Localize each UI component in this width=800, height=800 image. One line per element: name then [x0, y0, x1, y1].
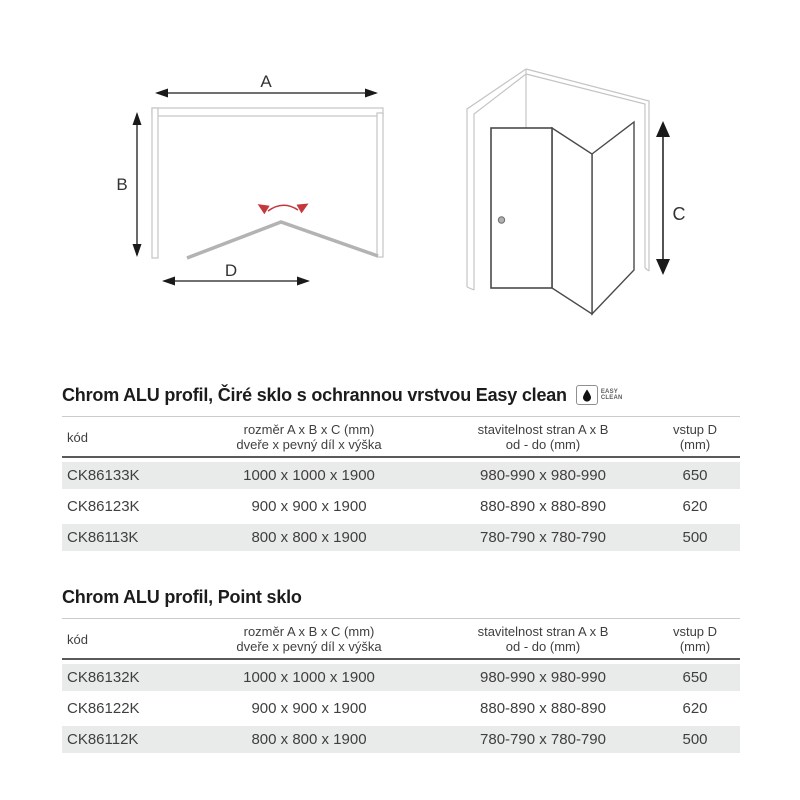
- product-section-point: [62, 586, 740, 757]
- dimension-arrow-c: [656, 121, 686, 275]
- table-row: [62, 462, 740, 489]
- cell-entry: 500: [682, 529, 708, 546]
- table-row: [62, 726, 740, 753]
- cell-adjustability: 880-890 x 880-890: [480, 498, 606, 515]
- column-header-kod: kód: [67, 429, 88, 445]
- cell-code: CK86123K: [67, 498, 140, 515]
- cell-code: CK86133K: [67, 467, 140, 484]
- water-drop-icon: [582, 389, 592, 402]
- dimension-arrow-d: [162, 261, 310, 286]
- divider: [62, 658, 740, 660]
- cell-size: 900 x 900 x 1900: [251, 498, 367, 515]
- cell-entry: 650: [682, 669, 708, 686]
- cell-code: CK86112K: [67, 731, 139, 748]
- wall-left: [152, 108, 158, 258]
- cell-entry: 500: [682, 731, 708, 748]
- cell-size: 1000 x 1000 x 1900: [243, 669, 375, 686]
- column-header-rozmer: rozměr A x B x C (mm) dveře x pevný díl x výška: [236, 422, 382, 452]
- cell-size: 800 x 800 x 1900: [251, 529, 367, 546]
- cell-adjustability: 980-990 x 980-990: [480, 467, 606, 484]
- badge-text-line2: CLEAN: [600, 395, 623, 401]
- cell-size: 900 x 900 x 1900: [251, 700, 367, 717]
- column-header-vstup: vstup D (mm): [672, 624, 718, 654]
- label-d: D: [224, 261, 238, 280]
- easy-clean-badge: [576, 385, 623, 405]
- dimension-arrow-a: [155, 72, 378, 98]
- wall-top: [152, 108, 383, 116]
- cell-code: CK86132K: [67, 669, 140, 686]
- top-view-diagram: [90, 50, 400, 300]
- cell-code: CK86113K: [67, 529, 139, 546]
- column-header-stavitelnost: stavitelnost stran A x B od - do (mm): [477, 422, 609, 452]
- label-b: B: [116, 175, 128, 194]
- fold-direction-arrow: [255, 199, 311, 214]
- cell-size: 800 x 800 x 1900: [251, 731, 367, 748]
- column-header-stavitelnost: stavitelnost stran A x B od - do (mm): [477, 624, 609, 654]
- column-header-rozmer: rozměr A x B x C (mm) dveře x pevný díl x výška: [236, 624, 382, 654]
- table-row: [62, 695, 740, 722]
- table-row: [62, 493, 740, 520]
- cell-adjustability: 780-790 x 780-790: [480, 529, 606, 546]
- label-a: A: [260, 72, 272, 91]
- three-d-view-diagram: [440, 38, 760, 330]
- cell-adjustability: 780-790 x 780-790: [480, 731, 606, 748]
- cell-entry: 620: [682, 498, 708, 515]
- section-title: Chrom ALU profil, Point sklo: [62, 587, 302, 607]
- badge-text-line1: EASY: [600, 388, 618, 395]
- section-title: Chrom ALU profil, Čiré sklo s ochrannou vrstvou Easy clean: [62, 385, 567, 405]
- label-c: C: [672, 204, 686, 224]
- cell-code: CK86122K: [67, 700, 140, 717]
- product-section-easy-clean: [62, 384, 740, 555]
- door-panel: [491, 128, 552, 288]
- door-handle-icon: [498, 217, 504, 223]
- folding-door: [187, 222, 378, 258]
- cell-entry: 620: [682, 700, 708, 717]
- column-header-kod: kód: [67, 631, 88, 647]
- cell-adjustability: 880-890 x 880-890: [480, 700, 606, 717]
- column-header-vstup: vstup D (mm): [672, 422, 718, 452]
- cell-adjustability: 980-990 x 980-990: [480, 669, 606, 686]
- fold-panel-outer: [592, 122, 634, 314]
- table-header: [62, 619, 740, 658]
- fold-panel-inner: [552, 128, 592, 314]
- table-header: [62, 417, 740, 456]
- table-row: [62, 524, 740, 551]
- table-row: [62, 664, 740, 691]
- divider: [62, 456, 740, 458]
- cell-size: 1000 x 1000 x 1900: [243, 467, 375, 484]
- dimension-arrow-b: [116, 112, 141, 257]
- cell-entry: 650: [682, 467, 708, 484]
- wall-right-fixed-panel: [377, 113, 383, 257]
